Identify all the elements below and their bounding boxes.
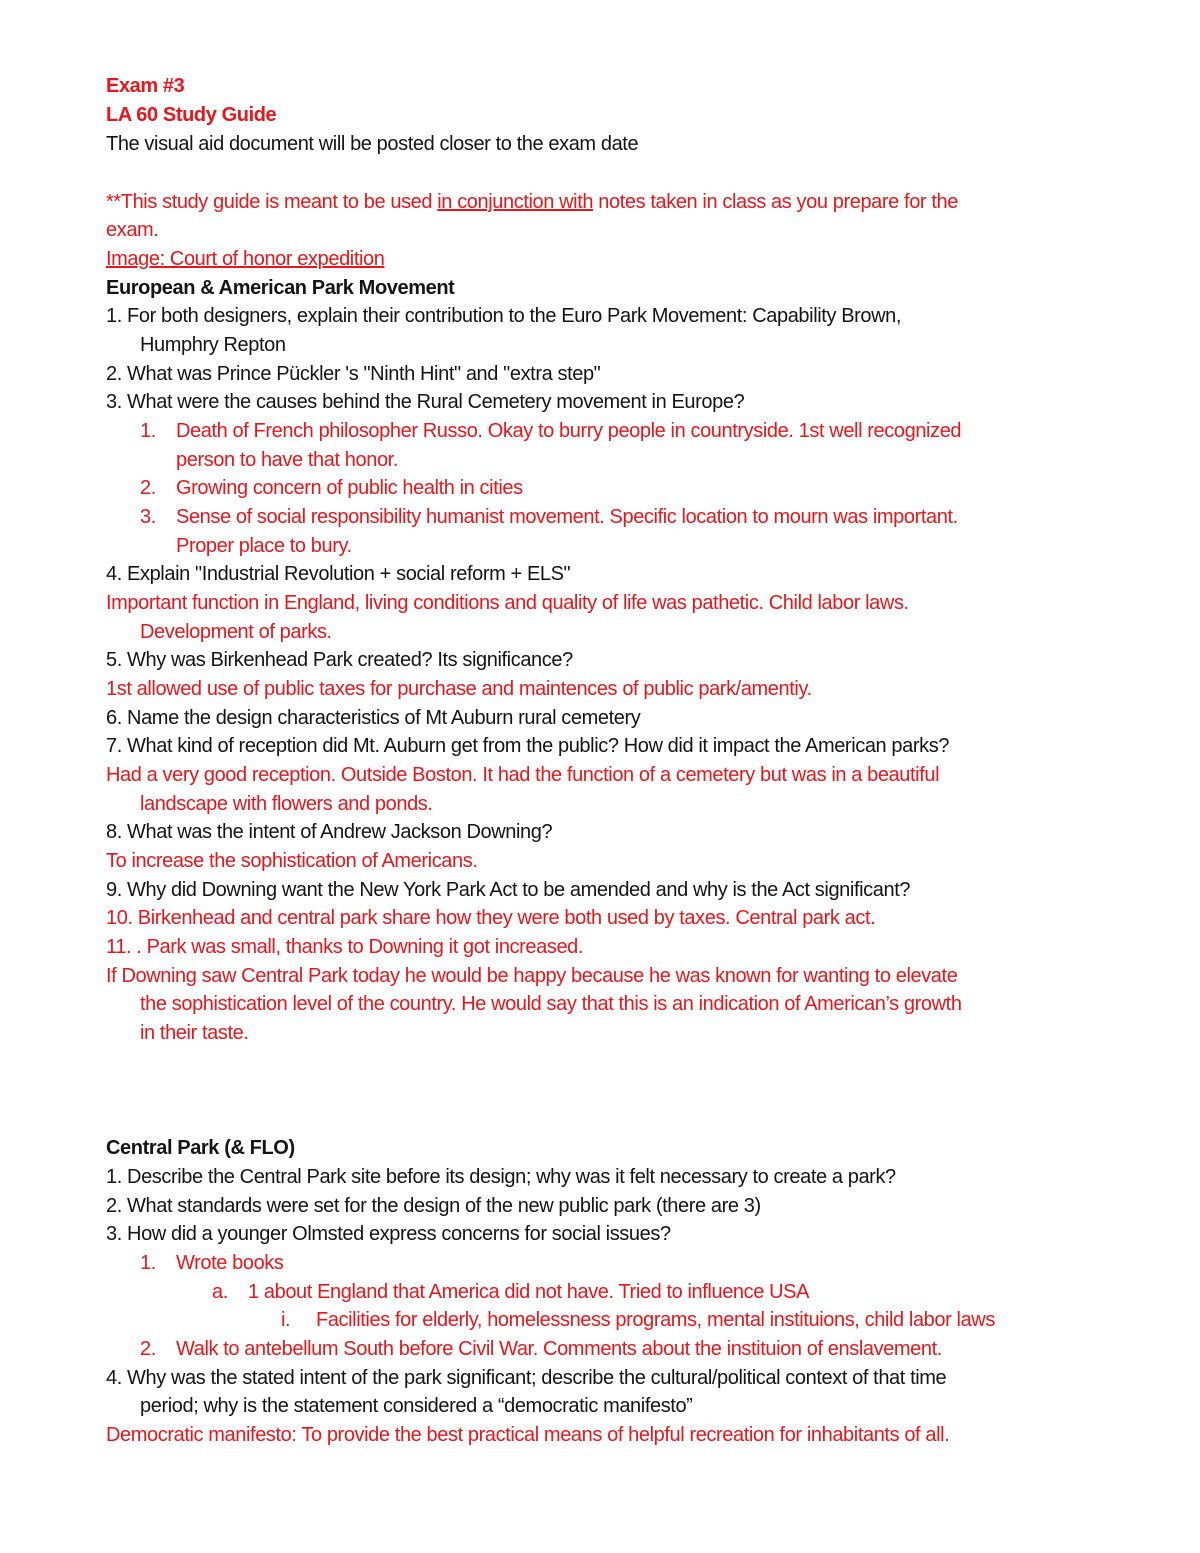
- answer-downing-continued: in their taste.: [140, 1022, 249, 1044]
- notice-text-end: notes taken in class as you prepare for the: [593, 191, 958, 213]
- answer-downing-central-park: If Downing saw Central Park today he would be happy because he was known for wanting to elevate: [106, 965, 958, 987]
- notice-text-start: **This study guide is meant to be used: [106, 191, 438, 213]
- answer-10: 10. Birkenhead and central park share how they were both used by taxes. Central park act.: [106, 907, 876, 929]
- question-1-continued: Humphry Repton: [140, 334, 286, 356]
- answer-7: Had a very good reception. Outside Boston. It had the function of a cemetery but was in a beautiful: [106, 764, 940, 786]
- sublist-item: 1 about England that America did not have. Tried to influence USA: [248, 1281, 810, 1303]
- cp-question-4-continued: period; why is the statement considered a “democratic manifesto”: [140, 1395, 693, 1417]
- answer-4-continued: Development of parks.: [140, 621, 332, 643]
- sublist-letter: a.: [212, 1281, 228, 1303]
- conjunction-notice: [106, 188, 1100, 216]
- list-number: 1.: [140, 1252, 156, 1274]
- answer-4: Important function in England, living conditions and quality of life was pathetic. Child labor laws.: [106, 592, 909, 614]
- answer-7-continued: landscape with flowers and ponds.: [140, 793, 433, 815]
- list-number: 2.: [140, 477, 156, 499]
- question-1: 1. For both designers, explain their contribution to the Euro Park Movement: Capability Brown,: [106, 305, 902, 327]
- study-guide-title: LA 60 Study Guide: [106, 104, 277, 126]
- list-item-continued: Proper place to bury.: [176, 535, 352, 557]
- question-4: 4. Explain "Industrial Revolution + social reform + ELS": [106, 563, 571, 585]
- list-item: Walk to antebellum South before Civil War. Comments about the instituion of enslavement.: [176, 1338, 942, 1360]
- cp-question-3: 3. How did a younger Olmsted express concerns for social issues?: [106, 1223, 671, 1245]
- visual-aid-note: The visual aid document will be posted closer to the exam date: [106, 133, 639, 155]
- answer-8: To increase the sophistication of Americans.: [106, 850, 478, 872]
- list-item: Wrote books: [176, 1252, 284, 1274]
- conjunction-notice-line2: exam.: [106, 219, 159, 241]
- question-8: 8. What was the intent of Andrew Jackson Downing?: [106, 821, 553, 843]
- list-item: Growing concern of public health in cities: [176, 477, 523, 499]
- cp-question-4: 4. Why was the stated intent of the park significant; describe the cultural/political context of that time: [106, 1367, 947, 1389]
- exam-title: Exam #3: [106, 75, 185, 97]
- image-link[interactable]: Image: Court of honor expedition: [106, 248, 385, 270]
- question-2: 2. What was Prince Pückler 's "Ninth Hint" and "extra step": [106, 363, 601, 385]
- list-number: 1.: [140, 420, 156, 442]
- list-item-continued: person to have that honor.: [176, 449, 398, 471]
- section-heading-central-park: Central Park (& FLO): [106, 1137, 295, 1159]
- question-9: 9. Why did Downing want the New York Park Act to be amended and why is the Act significant?: [106, 879, 911, 901]
- cp-question-2: 2. What standards were set for the design of the new public park (there are 3): [106, 1195, 761, 1217]
- cp-question-1: 1. Describe the Central Park site before its design; why was it felt necessary to create a park?: [106, 1166, 896, 1188]
- question-6: 6. Name the design characteristics of Mt Auburn rural cemetery: [106, 707, 641, 729]
- list-item: Death of French philosopher Russo. Okay to burry people in countryside. 1st well recognized: [176, 420, 962, 442]
- question-3: 3. What were the causes behind the Rural Cemetery movement in Europe?: [106, 391, 745, 413]
- question-5: 5. Why was Birkenhead Park created? Its significance?: [106, 649, 573, 671]
- notice-underlined-text: in conjunction with: [437, 191, 594, 213]
- section-heading-park-movement: European & American Park Movement: [106, 277, 455, 299]
- list-item: Sense of social responsibility humanist movement. Specific location to mourn was important.: [176, 506, 958, 528]
- subsublist-numeral: i.: [281, 1309, 291, 1331]
- subsublist-item: Facilities for elderly, homelessness programs, mental instituions, child labor laws: [316, 1309, 995, 1331]
- democratic-manifesto-answer: Democratic manifesto: To provide the best practical means of helpful recreation for inhabitants of all.: [106, 1424, 950, 1446]
- list-number: 3.: [140, 506, 156, 528]
- answer-11: 11. . Park was small, thanks to Downing it got increased.: [106, 936, 584, 958]
- answer-downing-continued: the sophistication level of the country. He would say that this is an indication of American’s growth: [140, 993, 962, 1015]
- question-7: 7. What kind of reception did Mt. Auburn get from the public? How did it impact the American parks?: [106, 735, 950, 757]
- list-number: 2.: [140, 1338, 156, 1360]
- answer-5: 1st allowed use of public taxes for purchase and maintences of public park/amentiy.: [106, 678, 812, 700]
